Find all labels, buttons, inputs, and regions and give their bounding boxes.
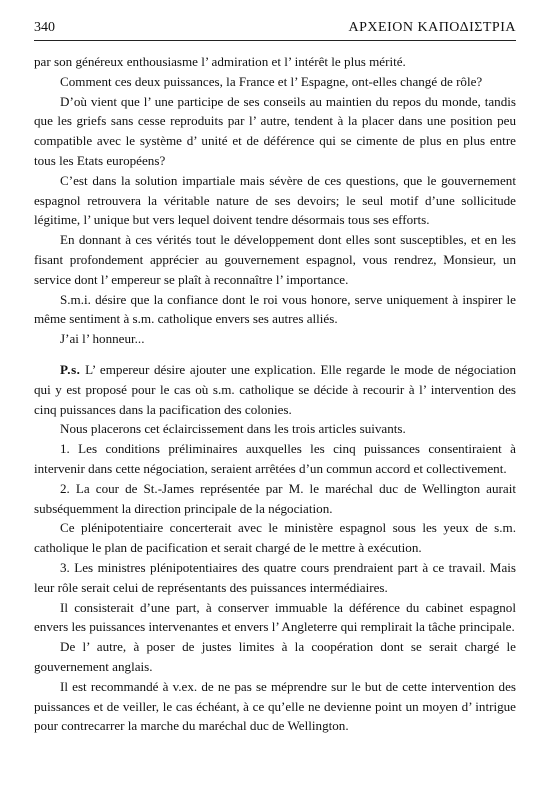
- paragraph: par son généreux enthousiasme l’ admiration et l’ intérêt le plus mérité.: [34, 54, 406, 69]
- paragraph: C’est dans la solution impartiale mais sévère de ces questions, que le gouvernement espagnol retrouvera la véritable nature de ses devoirs; le seul motif d’une sollicitude légitime, l’ unique but vers lequel doivent tendre désormais tous ses efforts.: [34, 172, 516, 228]
- paragraph: Ce plénipotentiaire concerterait avec le ministère espagnol sous les yeux de s.m. catholique le plan de pacification et serait chargé de le mettre à exécution.: [34, 520, 516, 556]
- paragraph: Il consisterait d’une part, à conserver immuable la déférence du cabinet espagnol envers les puissances intervenantes et envers l’ Angleterre qui remplirait la tâche principale.: [34, 599, 516, 635]
- page-header: [34, 20, 516, 41]
- postscript-label: P.s.: [60, 361, 81, 377]
- paragraph: D’où vient que l’ une participe de ses conseils au maintien du repos du monde, tandis que les griefs sans cesse reproduits par l’ autre, tendent à la placer dans une position peu compatible avec le système d’ unité et de déférence qui se cimente de plus en plus entre tous les Etats européens?: [34, 93, 516, 168]
- postscript-text: L’ empereur désire ajouter une explication. Elle regarde le mode de négociation qui y est proposé pour le cas où s.m. catholique se décide à recourir à l’ intervention des cinq puissances dans la pacification des colonies.: [34, 361, 516, 417]
- page-number: 340: [34, 20, 55, 35]
- running-head: ΑΡΧΕΙΟΝ ΚΑΠΟΔΙΣΤΡΙΑ: [348, 20, 516, 35]
- paragraph: S.m.i. désire que la confiance dont le roi vous honore, serve uniquement à inspirer le même sentiment à s.m. catholique envers ses autres alliés.: [34, 291, 516, 327]
- postscript-paragraph: [34, 360, 516, 419]
- article-paragraph: 3. Les ministres plénipotentiaires des quatre cours prendraient part à ce travail. Mais leur rôle serait celui de représentants des puissances intermédiaires.: [34, 559, 516, 595]
- article-paragraph: 2. La cour de St.-James représentée par M. le maréchal duc de Wellington aurait subséquemment la direction principale de la négociation.: [34, 480, 516, 516]
- paragraph: Il est recommandé à v.ex. de ne pas se méprendre sur le but de cette intervention des puissances et de veiller, le cas échéant, à ce qu’elle ne devienne point un moyen d’ intrigue pour contrecarrer la marche du maréchal duc de Wellington.: [34, 678, 516, 734]
- paragraph: Nous placerons cet éclaircissement dans les trois articles suivants.: [60, 421, 406, 437]
- closing-line: J’ai l’ honneur...: [60, 331, 145, 347]
- paragraph: De l’ autre, à poser de justes limites à la coopération dont se serait chargé le gouvernement anglais.: [34, 639, 516, 674]
- paragraph: En donnant à ces vérités tout le développement dont elles sont susceptibles, et en les fisant profondement apprécier au gouvernement espagnol, vous rendrez, Monsieur, un service dont l’ empereur se plaît à reconnaître l’ importance.: [34, 232, 516, 287]
- paragraph: Comment ces deux puissances, la France et l’ Espagne, ont-elles changé de rôle?: [60, 73, 483, 89]
- article-paragraph: 1. Les conditions préliminaires auxquelles les cinq puissances consentiraient à intervenir dans cette négociation, seraient arrêtées d’un commun accord et collectivement.: [34, 441, 516, 476]
- page-body: [34, 52, 516, 736]
